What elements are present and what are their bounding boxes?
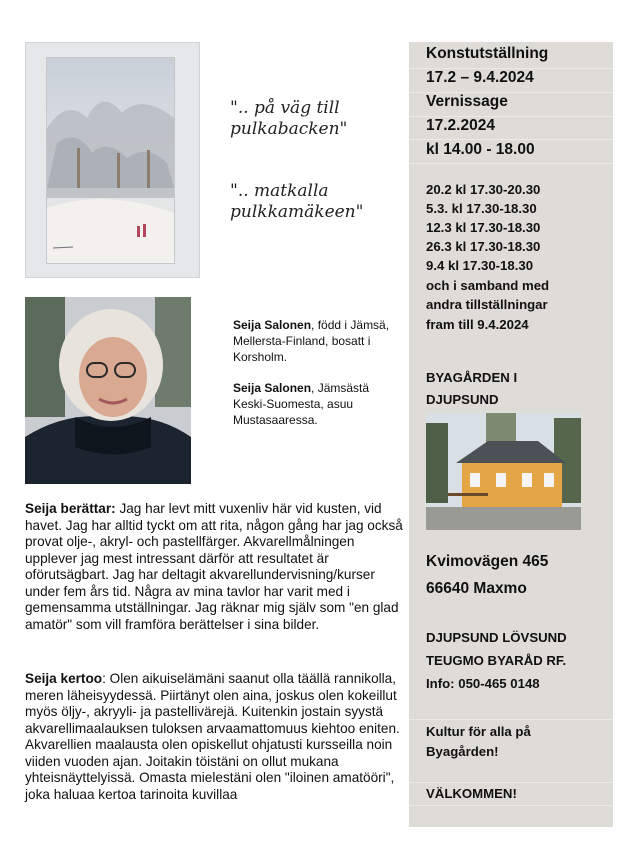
story-sv-text: Jag har levt mitt vuxenliv här vid kusten, vid havet. Jag har alltid tyckt om att rita, någon gång har jag också provat olje-, akryl- och pastellfärger. Akvarellmålningen upplever jag mest intressant därför att resultatet är oförutsägbart. Jag har deltagit akvarellundervisning/kurser under fem års tid. Några av mina tavlor har varit med i gemensamma utställningar. Jag räknar mig själv som "en glad amatör" som vill framföra berättelser i sina bilder. — [25, 501, 403, 632]
organizer: TEUGMO BYARÅD RF. — [426, 653, 567, 668]
vernissage-label: Vernissage — [426, 93, 508, 110]
also-note: andra tillställningar — [426, 297, 548, 312]
divider — [409, 782, 613, 783]
session-time: 20.2 kl 17.30-20.30 — [426, 182, 541, 197]
story-sv-lead: Seija berättar: — [25, 501, 116, 516]
bio-swedish — [233, 317, 403, 365]
exhibition-title: Konstutställning — [426, 45, 549, 62]
session-time: 12.3 kl 17.30-18.30 — [426, 220, 541, 235]
vernissage-date: 17.2.2024 — [426, 117, 495, 134]
venue-name: BYAGÅRDEN I — [426, 370, 518, 385]
exhibition-dates: 17.2 – 9.4.2024 — [426, 69, 534, 86]
bio-text-fi: , Jämsästä Keski-Suomesta, asuu Mustasaaressa. — [233, 381, 370, 427]
quote-finnish: ".. matkalla pulkkamäkeen" — [230, 181, 364, 222]
bio-name-fi: Seija Salonen — [233, 381, 312, 395]
culture-line: Kultur för alla på — [426, 724, 531, 739]
bio-name-sv: Seija Salonen — [233, 318, 312, 332]
divider — [409, 805, 613, 806]
culture-line: Byagården! — [426, 744, 499, 759]
story-fi-text: : Olen aikuiselämäni saanut olla täällä rannikolla, meren läheisyydessä. Piirtänyt olen aina, joskus olen kokeillut myös öljy-, akryyli- ja pastellivärejä. Kuitenkin jostain syystä akvarellimaalauksen tuloksen arvaamattomuus kiehtoo eniten. Akvarellien maalausta olen opiskellut ohjatusti kursseilla noin viiden vuoden ajan. Joitakin töistäni on ollut mukana yhteisnäyttelyissä. Omasta mielestäni olen "iloinen amatööri", joka haluaa kertoa tarinoita kuvillaa — [25, 671, 400, 802]
story-finnish — [25, 671, 410, 803]
also-note: fram till 9.4.2024 — [426, 317, 529, 332]
session-time: 26.3 kl 17.30-18.30 — [426, 239, 541, 254]
address-street: Kvimovägen 465 — [426, 553, 549, 570]
divider — [409, 163, 613, 164]
watercolor-painting — [25, 42, 200, 278]
session-time: 5.3. kl 17.30-18.30 — [426, 201, 537, 216]
story-fi-lead: Seija kertoo — [25, 671, 103, 686]
welcome-text: VÄLKOMMEN! — [426, 786, 517, 801]
also-note: och i samband med — [426, 278, 550, 293]
quote-swedish: ".. på väg till pulkabacken" — [230, 98, 348, 139]
venue-name: DJUPSUND — [426, 392, 499, 407]
vernissage-time: kl 14.00 - 18.00 — [426, 141, 535, 158]
organizer: DJUPSUND LÖVSUND — [426, 630, 567, 645]
story-swedish — [25, 501, 410, 633]
venue-photo — [426, 413, 581, 530]
bio-finnish — [233, 380, 403, 428]
bio-text-sv: , född i Jämsä, Mellersta-Finland, bosatt i Korsholm. — [233, 318, 390, 364]
divider — [409, 719, 613, 720]
painting-artwork — [46, 57, 175, 264]
session-time: 9.4 kl 17.30-18.30 — [426, 258, 534, 273]
divider — [409, 139, 613, 140]
info-phone: 050-465 0148 — [458, 676, 540, 691]
address-postal: 66640 Maxmo — [426, 580, 527, 597]
event-info-sidebar — [409, 42, 613, 827]
artist-portrait — [25, 297, 191, 484]
info-label: Info: — [426, 676, 459, 691]
info-line — [426, 676, 540, 691]
